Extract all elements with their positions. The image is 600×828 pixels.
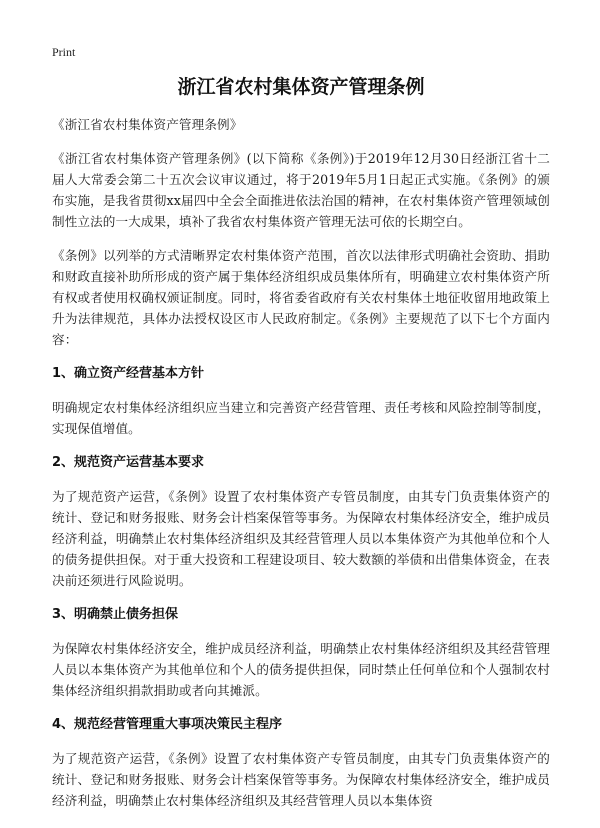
section-body-4: 为了规范资产运营，《条例》设置了农村集体资产专管员制度，由其专门负责集体资产的统计、登记和财务报账、财务会计档案保管等事务。为保障农村集体经济安全，维护成员经济利益，明确禁止农村集体经济组织及其经营管理人员以本集体资 bbox=[52, 751, 550, 808]
section-heading-4: 4、规范经营管理重大事项决策民主程序 bbox=[52, 717, 283, 732]
print-label: Print bbox=[52, 45, 76, 59]
section-body-1: 明确规定农村集体经济组织应当建立和完善资产经营管理、责任考核和风险控制等制度，实现保值增值。 bbox=[52, 400, 550, 436]
intro-paragraph-2: 《条例》以列举的方式清晰界定农村集体资产范围，首次以法律形式明确社会资助、捐助和财政直接补助所形成的资产属于集体经济组织成员集体所有，明确建立农村集体资产所有权或者使用权确权颁证制度。同时，将省委省政府有关农村集体土地征收留用地政策上升为法律规范，具体办法授权设区市人民政府制定。《条例》主要规范了以下七个方面内容： bbox=[52, 248, 550, 347]
section-body-2: 为了规范资产运营，《条例》设置了农村集体资产专管员制度，由其专门负责集体资产的统计、登记和财务报账、财务会计档案保管等事务。为保障农村集体经济安全，维护成员经济利益，明确禁止农村集体经济组织及其经营管理人员以本集体资产为其他单位和个人的债务提供担保。对于重大投资和工程建设项目、较大数额的举债和出借集体资金，在表决前还须进行风险说明。 bbox=[52, 489, 550, 588]
document-title: 浙江省农村集体资产管理条例 bbox=[177, 76, 425, 98]
section-heading-2: 2、规范资产运营基本要求 bbox=[52, 455, 205, 470]
section-body-3: 为保障农村集体经济安全，维护成员经济利益，明确禁止农村集体经济组织及其经营管理人员以本集体资产为其他单位和个人的债务提供担保，同时禁止任何单位和个人强制农村集体经济组织捐款捐助或者向其摊派。 bbox=[52, 641, 550, 698]
intro-paragraph-1: 《浙江省农村集体资产管理条例》(以下简称《条例》)于2019年12月30日经浙江省十二届人大常委会第二十五次会议审议通过，将于2019年5月1日起正式实施。《条例》的颁布实施，是我省贯彻xx届四中全会全面推进依法治国的精神，在农村集体资产管理领域创制性立法的一大成果，填补了我省农村集体资产管理无法可依的长期空白。 bbox=[52, 151, 550, 229]
subtitle-line: 《浙江省农村集体资产管理条例》 bbox=[52, 117, 243, 132]
section-heading-3: 3、明确禁止债务担保 bbox=[52, 607, 179, 622]
section-heading-1: 1、确立资产经营基本方针 bbox=[52, 366, 205, 381]
